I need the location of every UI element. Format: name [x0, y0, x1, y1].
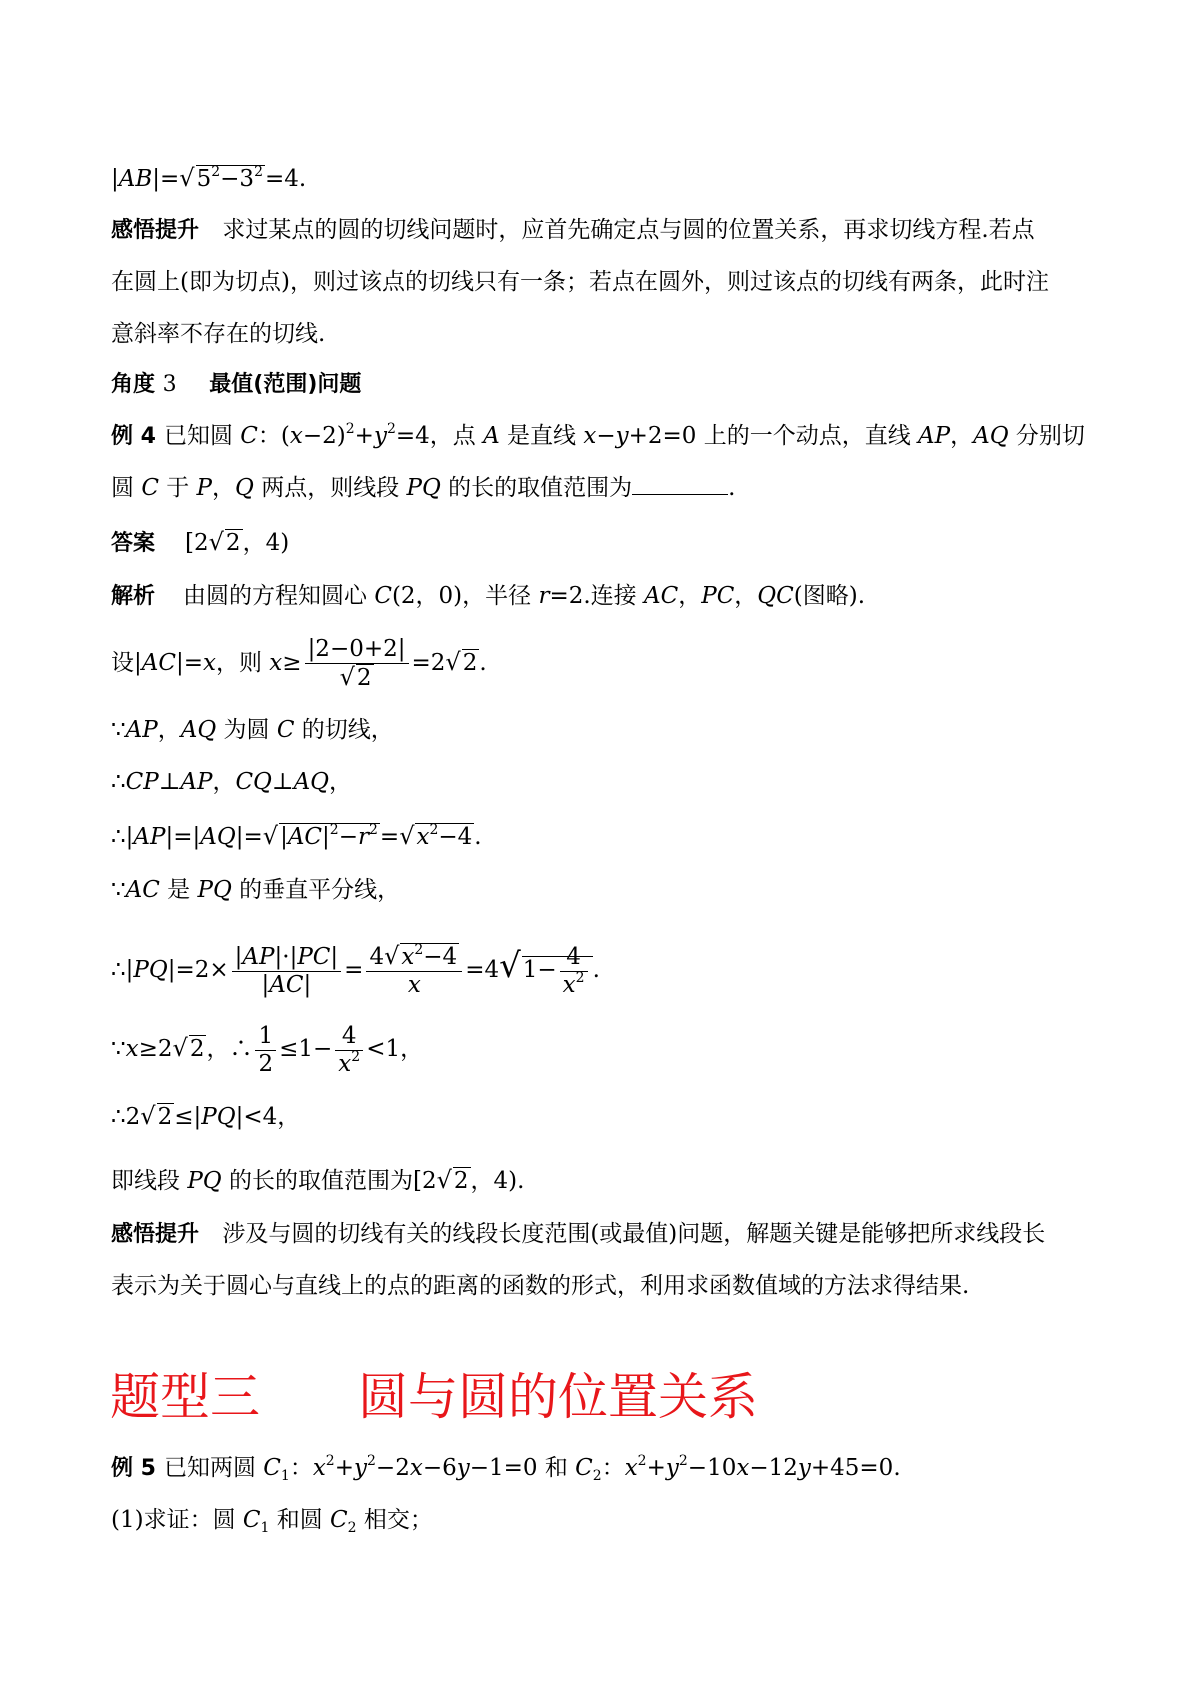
step3-line: ∴CP⊥AP，CQ⊥AQ，	[111, 769, 353, 795]
answer-blank	[632, 474, 728, 495]
ex5-line1: 例 5 已知两圆 $C_1$：$x^2+y^2-2x-6y-1=0$ 和 $C_2$：$x^2+y^2-10x-12y+45=0$.	[111, 1453, 901, 1484]
insight2-text1: 涉及与圆的切线有关的线段长度范围(或最值)问题，解题关键是能够把所求线段长	[222, 1221, 1046, 1247]
insight1-label: 感悟提升	[111, 218, 200, 243]
insight1-line3: 意斜率不存在的切线.	[111, 321, 326, 347]
step6-fraction-a: $\frac{|AP|\cdot|PC|}{|AC|}$	[232, 944, 341, 998]
section-heading-right: 圆与圆的位置关系	[358, 1368, 758, 1426]
ab-length-line: $|AB|=√5^2-3^2=4$.	[111, 164, 307, 192]
insight1-line1	[111, 204, 1101, 257]
ex4-line2: 圆 C 于 P，Q 两点，则线段 PQ 的长的取值范围为 .	[111, 475, 736, 501]
section-heading	[110, 1362, 758, 1432]
analysis-label: 解析	[111, 584, 156, 609]
step5-line: ∵AC 是 PQ 的垂直平分线，	[111, 877, 401, 903]
insight1-line2: 在圆上(即为切点)，则过该点的切线只有一条；若点在圆外，则过该点的切线有两条，此时注	[111, 269, 1049, 295]
step9-line: 即线段 PQ 的长的取值范围为[2√2，4).	[111, 1166, 525, 1194]
answer-line: 答案 [2√2，4)	[111, 528, 290, 556]
step4-line: $\therefore|AP|=|AQ|=√|AC|^2-r^2=√x^2-4$.	[111, 822, 482, 850]
insight2-line2: 表示为关于圆心与直线上的点的距离的函数的形式，利用求函数值域的方法求得结果.	[111, 1273, 970, 1299]
ex5-part1: (1)求证：圆 $C_1$ 和圆 $C_2$ 相交；	[111, 1507, 433, 1536]
step6-line: ∴|PQ|=2× $\frac{|AP|\cdot|PC|}{|AC|}$ = $\frac{4√x^2-4}{x}$ =4√1− $\frac{4}{x^2}$ .	[111, 942, 600, 999]
ex4-label: 例 4	[111, 424, 156, 449]
angle3-heading	[111, 358, 1101, 411]
insight1-text1: 求过某点的圆的切线问题时，应首先确定点与圆的位置关系，再求切线方程.若点	[222, 217, 1035, 243]
insight2-label: 感悟提升	[111, 1222, 200, 1247]
analysis-line1: 解析 由圆的方程知圆心 C(2，0)，半径 r=2.连接 AC，PC，QC(图略).	[111, 583, 866, 609]
step2-line: ∵AP，AQ 为圆 C 的切线，	[111, 717, 394, 743]
section-heading-left: 题型三	[110, 1368, 260, 1426]
step7-line: ∵x≥2√2，∴ $\frac{1}{2}$ ≤1− $\frac{4}{x^2}$ <1，	[111, 1023, 424, 1077]
angle3-label: 角度 3	[111, 372, 177, 397]
step1-line: 设|AC|=x，则 x≥ $\frac{|2-0+2|}{√2}$ =2√2.	[111, 636, 487, 691]
step6-fraction-b: $\frac{4√x^2-4}{x}$	[366, 943, 462, 998]
step8-line: ∴2√2≤|PQ|<4，	[111, 1102, 301, 1130]
step1-fraction: $\frac{|2-0+2|}{√2}$	[305, 636, 409, 691]
answer-label: 答案	[111, 531, 156, 556]
insight2-line1	[111, 1208, 1101, 1261]
ex4-line1: 例 4 已知圆 C：$(x-2)^2+y^2=4$，点 A 是直线 x−y+2=0 上的一个动点，直线 AP，AQ 分别切	[111, 421, 1085, 449]
four-over-x2: $\frac{4}{x^2}$	[335, 1023, 363, 1077]
angle3-title: 最值(范围)问题	[209, 372, 362, 397]
half-fraction: $\frac{1}{2}$	[255, 1023, 276, 1077]
ex5-label: 例 5	[111, 1456, 156, 1481]
